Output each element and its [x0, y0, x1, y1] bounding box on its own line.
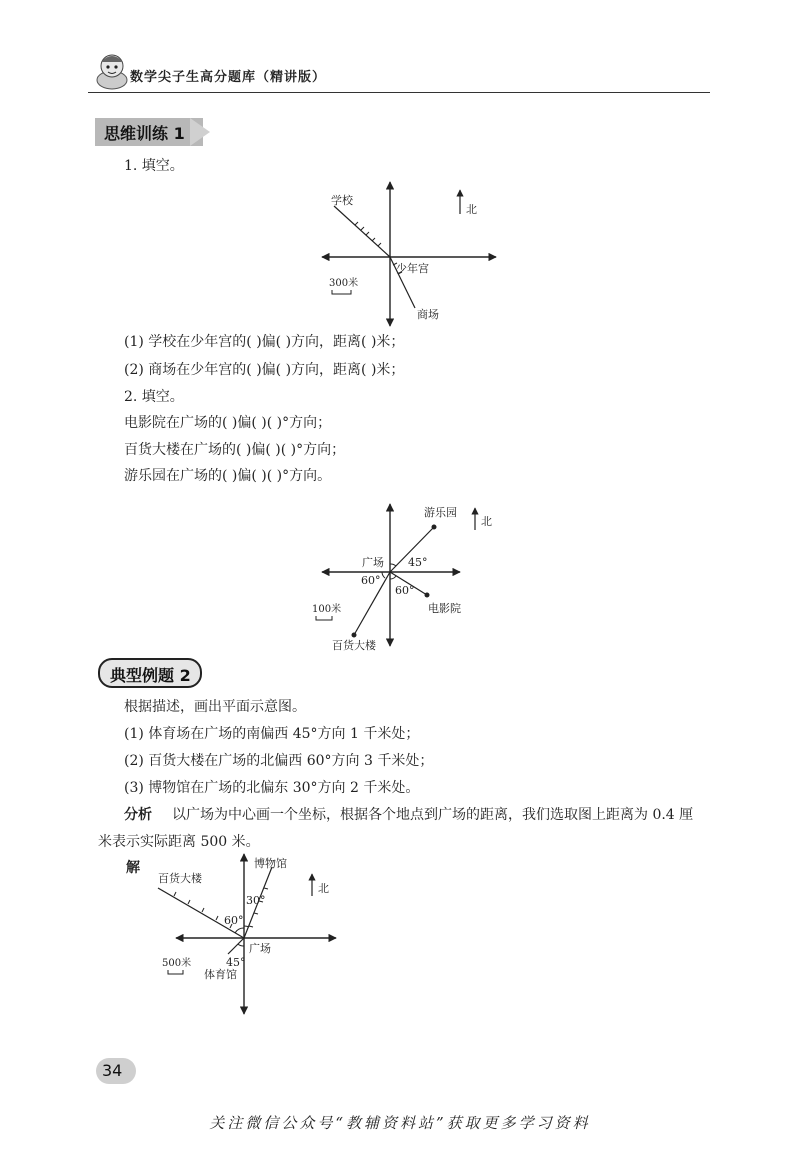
- label-angle-60-3: 60°: [224, 914, 244, 927]
- label-angle-60b: 60°: [395, 584, 415, 597]
- school-ray: [334, 206, 390, 257]
- diagram-square: [310, 500, 510, 652]
- section2-title: 典型例题 2: [110, 666, 191, 685]
- label-youth-palace: 少年宫: [396, 262, 429, 275]
- header-title: 数学尖子生高分题库（精讲版）: [130, 70, 327, 85]
- label-amusement-park: 游乐园: [424, 506, 457, 519]
- s2-item2: (2) 百货大楼在广场的北偏西 60°方向 3 千米处；: [124, 753, 434, 769]
- angle-arc-60b: [390, 576, 396, 579]
- label-scale-500: 500米: [162, 958, 192, 969]
- q1-line1: (1) 学校在少年宫的( )偏( )方向，距离( )米；: [124, 334, 405, 350]
- diagram-youth-palace: [320, 180, 500, 330]
- label-school: 学校: [331, 194, 353, 207]
- scale-bar-300: [332, 290, 351, 294]
- s2-item1: (1) 体育场在广场的南偏西 45°方向 1 千米处；: [124, 726, 420, 742]
- q2-label: 2. 填空。: [124, 389, 184, 405]
- cinema-point: [425, 593, 430, 598]
- label-north-2: 北: [481, 515, 492, 528]
- page-number: 34: [102, 1061, 123, 1080]
- label-north-3: 北: [318, 882, 329, 895]
- q2-line1: 电影院在广场的( )偏( )( )°方向；: [124, 415, 332, 431]
- q2-line2: 百货大楼在广场的( )偏( )( )°方向；: [124, 442, 346, 458]
- label-north-1: 北: [466, 203, 477, 216]
- s2-item3: (3) 博物馆在广场的北偏东 30°方向 2 千米处。: [124, 780, 420, 796]
- label-museum: 博物馆: [254, 857, 287, 870]
- label-angle-45: 45°: [408, 556, 428, 569]
- footer-note: 关注微信公众号“教辅资料站”获取更多学习资料: [209, 1114, 591, 1132]
- label-square: 广场: [362, 556, 384, 569]
- s2-intro: 根据描述，画出平面示意图。: [124, 699, 306, 715]
- label-angle-30-3: 30°: [246, 894, 266, 907]
- mascot-logo: [92, 50, 132, 92]
- label-angle-60a: 60°: [361, 574, 381, 587]
- header-divider: [88, 92, 710, 93]
- s2-analysis-label: 分析: [124, 807, 152, 823]
- diagram-solution: [150, 850, 350, 1020]
- s2-solution-label: 解: [126, 860, 140, 876]
- section1-tab-arrow: [190, 118, 210, 146]
- label-square-3: 广场: [249, 942, 271, 955]
- section1-title: 思维训练 1: [104, 124, 185, 143]
- q1-line2: (2) 商场在少年宫的( )偏( )方向，距离( )米；: [124, 362, 405, 378]
- angle-arc-45: [390, 564, 396, 566]
- amusement-point: [432, 525, 437, 530]
- label-scale-100: 100米: [312, 604, 342, 615]
- label-angle-45-3: 45°: [226, 956, 246, 969]
- scale-bar-100: [316, 616, 332, 620]
- scale-bar-500: [168, 970, 183, 974]
- angle-arc-45-3: [238, 944, 244, 946]
- school-ray-ticks: [355, 222, 381, 246]
- label-cinema: 电影院: [428, 602, 461, 615]
- s2-analysis-line1: 以广场为中心画一个坐标，根据各个地点到广场的距离，我们选取图上距离为 0.4 厘: [172, 807, 694, 823]
- label-store-3: 百货大楼: [158, 872, 202, 885]
- q1-label: 1. 填空。: [124, 158, 184, 174]
- label-mall: 商场: [417, 308, 439, 321]
- angle-arc-60a: [382, 572, 385, 578]
- q2-line3: 游乐园在广场的( )偏( )( )°方向。: [124, 468, 332, 484]
- s2-analysis-line2: 米表示实际距离 500 米。: [98, 834, 260, 850]
- store-ray-3: [158, 888, 244, 938]
- label-department-store: 百货大楼: [332, 639, 376, 652]
- label-stadium: 体育馆: [204, 968, 237, 981]
- angle-arc-60-3: [235, 928, 244, 933]
- store-point: [352, 633, 357, 638]
- label-scale-300: 300米: [329, 278, 359, 289]
